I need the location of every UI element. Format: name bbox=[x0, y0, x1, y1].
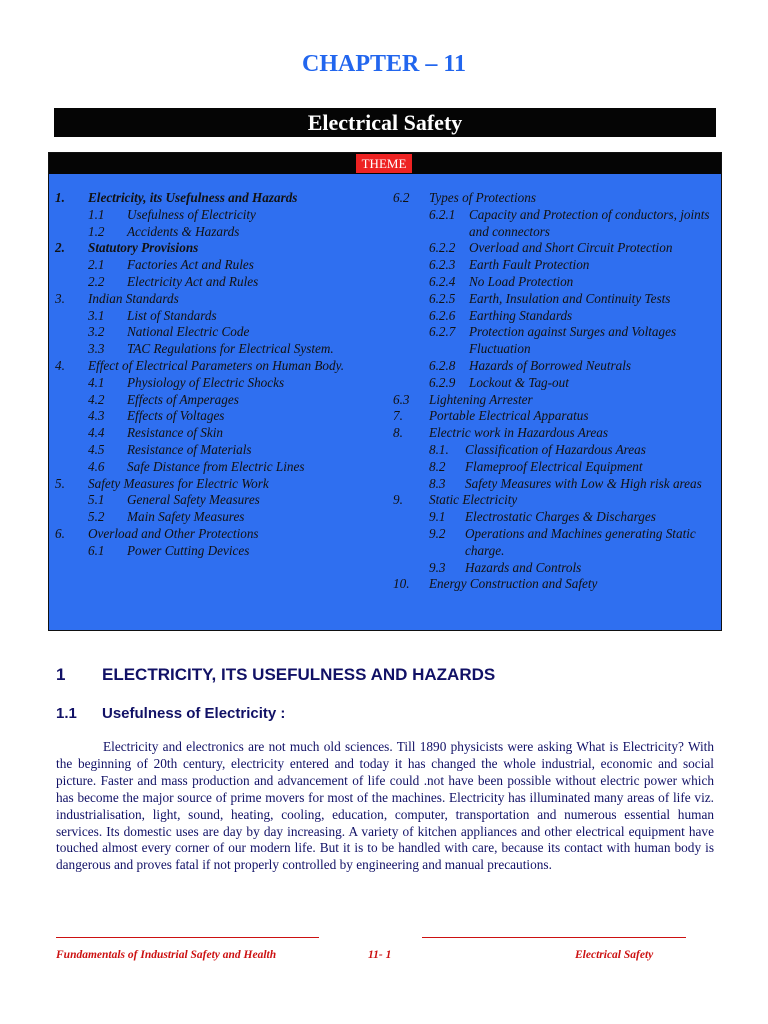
toc-entry bbox=[55, 324, 385, 341]
toc-entry-number: 7. bbox=[393, 408, 403, 424]
toc-entry bbox=[393, 375, 719, 392]
toc-entry-text: Power Cutting Devices bbox=[127, 542, 250, 558]
toc-entry bbox=[55, 341, 385, 358]
toc-entry-text: Lockout & Tag-out bbox=[469, 374, 569, 390]
toc-entry-text: Hazards and Controls bbox=[465, 559, 582, 575]
toc-entry-number: 5.2 bbox=[88, 509, 105, 525]
toc-entry-number: 6.2.5 bbox=[429, 290, 456, 306]
toc-entry-text: Electricity Act and Rules bbox=[127, 273, 259, 289]
toc-entry-text: Capacity and Protection of conductors, joints and connectors bbox=[469, 206, 710, 239]
toc-entry-text: Effects of Amperages bbox=[127, 391, 239, 407]
toc-entry bbox=[393, 324, 719, 358]
toc-entry bbox=[55, 375, 385, 392]
footer-chapter-name: Electrical Safety bbox=[575, 949, 654, 961]
toc-entry-text: Safety Measures for Electric Work bbox=[88, 475, 269, 491]
toc-entry-text: Factories Act and Rules bbox=[127, 257, 254, 273]
toc-entry-text: Usefulness of Electricity bbox=[127, 206, 256, 222]
toc-entry-number: 1.1 bbox=[88, 206, 105, 222]
toc-entry-number: 6.2.7 bbox=[429, 324, 456, 340]
footer-rule-right bbox=[422, 937, 686, 938]
toc-entry-number: 2.1 bbox=[88, 257, 105, 273]
toc-entry-number: 6.2.3 bbox=[429, 257, 456, 273]
toc-entry-number: 4.5 bbox=[88, 441, 105, 457]
toc-entry-number: 5. bbox=[55, 475, 65, 491]
toc-entry-text: Earthing Standards bbox=[469, 307, 573, 323]
toc-entry-text: Main Safety Measures bbox=[127, 509, 245, 525]
toc-entry bbox=[393, 459, 719, 476]
body-paragraph: Electricity and electronics are not much old sciences. Till 1890 physicists were asking What is Electricity? With the beginning of 20th century, electricity entered and today it has changed the whole industrial, economic and social picture. Faster and mass production and advancement of life could .not have been possible without electric power which has become the major source of prime movers for most of the machines. Electricity has illuminated many areas of life viz. industrialisation, light, sound, heating, cooling, education, computer, transportation and numerous essential human services. Its domestic uses are day by day increasing. A variety of kitchen appliances and other electrical equipment have touched almost every corner of our modern life. But it is to be handled with care, because its contact with human body is dangerous and proves fatal if not properly controlled by engineering and manual precautions. bbox=[56, 739, 714, 873]
toc-entry-number: 8.3 bbox=[429, 475, 446, 491]
toc-entry-text: Safety Measures with Low & High risk areas bbox=[465, 475, 702, 491]
toc-entry-number: 8.2 bbox=[429, 458, 446, 474]
toc-entry bbox=[55, 509, 385, 526]
toc-entry bbox=[55, 257, 385, 274]
section-title: ELECTRICITY, ITS USEFULNESS AND HAZARDS bbox=[102, 665, 496, 684]
toc-entry-number: 5.1 bbox=[88, 492, 105, 508]
toc-entry-number: 8.1. bbox=[429, 441, 449, 457]
toc-entry-number: 6.2.9 bbox=[429, 374, 456, 390]
toc-entry-number: 6.2.1 bbox=[429, 206, 456, 222]
toc-entry-number: 4. bbox=[55, 357, 65, 373]
toc-entry-text: Lightening Arrester bbox=[429, 391, 533, 407]
toc-entry-text: Hazards of Borrowed Neutrals bbox=[469, 357, 632, 373]
toc-entry bbox=[55, 207, 385, 224]
toc-entry-text: Statutory Provisions bbox=[88, 240, 199, 256]
section-1-heading bbox=[56, 665, 736, 685]
toc-entry-number: 9.3 bbox=[429, 559, 446, 575]
toc-entry bbox=[393, 476, 719, 493]
toc-entry-text: Classification of Hazardous Areas bbox=[465, 441, 646, 457]
toc-entry bbox=[55, 392, 385, 409]
toc-entry-number: 6.2.4 bbox=[429, 273, 456, 289]
toc-entry bbox=[55, 492, 385, 509]
toc-entry-text: Physiology of Electric Shocks bbox=[127, 374, 285, 390]
toc-entry bbox=[55, 358, 385, 375]
toc-entry-number: 9. bbox=[393, 492, 403, 508]
toc-entry-text: Types of Protections bbox=[429, 190, 536, 205]
toc-entry bbox=[393, 274, 719, 291]
toc-entry-text: Overload and Short Circuit Protection bbox=[469, 240, 673, 256]
toc-entry-text: Resistance of Materials bbox=[127, 441, 252, 457]
toc-entry bbox=[55, 408, 385, 425]
toc-entry-text: Safe Distance from Electric Lines bbox=[127, 458, 305, 474]
toc-entry bbox=[55, 442, 385, 459]
toc-entry-number: 9.1 bbox=[429, 509, 446, 525]
toc-entry bbox=[55, 476, 385, 493]
toc-entry bbox=[393, 190, 719, 207]
toc-entry bbox=[393, 308, 719, 325]
toc-entry-text: Effect of Electrical Parameters on Human Body. bbox=[88, 357, 345, 373]
toc-entry bbox=[55, 526, 385, 543]
toc-entry-text: Resistance of Skin bbox=[127, 425, 223, 441]
toc-entry-text: Electricity, its Usefulness and Hazards bbox=[88, 190, 298, 205]
toc-entry-number: 6.2 bbox=[393, 190, 410, 205]
toc-entry-text: Accidents & Hazards bbox=[127, 223, 240, 239]
toc-entry-number: 3.2 bbox=[88, 324, 105, 340]
toc-entry-text: National Electric Code bbox=[127, 324, 250, 340]
subsection-title: Usefulness of Electricity : bbox=[102, 705, 286, 722]
toc-entry-number: 9.2 bbox=[429, 525, 446, 541]
toc-entry-number: 4.2 bbox=[88, 391, 105, 407]
theme-label: THEME bbox=[356, 154, 412, 173]
toc-entry bbox=[393, 442, 719, 459]
toc-entry-text: Static Electricity bbox=[429, 492, 518, 508]
footer-rule-left bbox=[56, 937, 319, 938]
toc-entry-number: 8. bbox=[393, 425, 403, 441]
toc-entry-text: Indian Standards bbox=[88, 290, 179, 306]
toc-entry bbox=[55, 274, 385, 291]
toc-entry-text: Operations and Machines generating Static charge. bbox=[465, 525, 696, 558]
subsection-number: 1.1 bbox=[56, 705, 77, 722]
toc-entry-number: 1.2 bbox=[88, 223, 105, 239]
toc-entry bbox=[393, 509, 719, 526]
toc-entry-text: General Safety Measures bbox=[127, 492, 260, 508]
toc-entry bbox=[55, 240, 385, 257]
toc-entry bbox=[55, 308, 385, 325]
toc-entry-text: List of Standards bbox=[127, 307, 217, 323]
toc-entry-number: 4.3 bbox=[88, 408, 105, 424]
toc-entry-text: TAC Regulations for Electrical System. bbox=[127, 341, 334, 357]
toc-entry bbox=[393, 560, 719, 577]
section-number: 1 bbox=[56, 665, 66, 684]
toc-entry bbox=[393, 425, 719, 442]
toc-entry bbox=[393, 207, 719, 241]
toc-entry-number: 6.2.8 bbox=[429, 357, 456, 373]
toc-right-column bbox=[393, 190, 719, 593]
toc-entry-number: 1. bbox=[55, 190, 65, 205]
toc-entry-text: Earth Fault Protection bbox=[469, 257, 590, 273]
toc-entry bbox=[55, 224, 385, 241]
toc-entry-number: 6.2.6 bbox=[429, 307, 456, 323]
toc-entry-number: 3. bbox=[55, 290, 65, 306]
toc-entry bbox=[55, 459, 385, 476]
toc-entry-text: No Load Protection bbox=[469, 273, 574, 289]
chapter-heading: CHAPTER – 11 bbox=[301, 51, 466, 77]
toc-entry-number: 2. bbox=[55, 240, 65, 256]
toc-entry-number: 6.3 bbox=[393, 391, 410, 407]
theme-contents-box bbox=[48, 152, 722, 631]
toc-entry bbox=[393, 240, 719, 257]
toc-entry bbox=[393, 576, 719, 593]
toc-entry bbox=[55, 291, 385, 308]
toc-entry-number: 2.2 bbox=[88, 273, 105, 289]
section-1-1-heading bbox=[56, 705, 736, 722]
toc-entry bbox=[55, 543, 385, 560]
footer-book-title: Fundamentals of Industrial Safety and Health bbox=[56, 949, 277, 961]
toc-entry-text: Effects of Voltages bbox=[127, 408, 225, 424]
toc-entry-text: Earth, Insulation and Continuity Tests bbox=[469, 290, 671, 306]
toc-entry bbox=[393, 492, 719, 509]
toc-entry-number: 6. bbox=[55, 525, 65, 541]
toc-entry-number: 4.6 bbox=[88, 458, 105, 474]
toc-entry-number: 10. bbox=[393, 576, 410, 592]
toc-entry-text: Portable Electrical Apparatus bbox=[429, 408, 589, 424]
toc-entry-number: 3.3 bbox=[88, 341, 105, 357]
toc-entry bbox=[55, 190, 385, 207]
theme-header-bar bbox=[49, 153, 721, 174]
toc-entry-number: 6.1 bbox=[88, 542, 105, 558]
toc-entry-number: 6.2.2 bbox=[429, 240, 456, 256]
toc-entry bbox=[55, 425, 385, 442]
toc-entry-text: Overload and Other Protections bbox=[88, 525, 259, 541]
toc-entry-number: 4.4 bbox=[88, 425, 105, 441]
toc-entry bbox=[393, 291, 719, 308]
toc-left-column bbox=[55, 190, 385, 560]
toc-entry bbox=[393, 408, 719, 425]
toc-entry-number: 3.1 bbox=[88, 307, 105, 323]
toc-entry bbox=[393, 257, 719, 274]
toc-entry-text: Protection against Surges and Voltages Fluctuation bbox=[469, 324, 677, 357]
toc-entry bbox=[393, 392, 719, 409]
toc-entry-text: Flameproof Electrical Equipment bbox=[465, 458, 643, 474]
toc-entry bbox=[393, 526, 719, 560]
toc-entry-text: Electric work in Hazardous Areas bbox=[429, 425, 608, 441]
toc-entry bbox=[393, 358, 719, 375]
footer-page-number: 11- 1 bbox=[368, 949, 392, 961]
chapter-title-bar: Electrical Safety bbox=[54, 108, 716, 137]
toc-entry-text: Energy Construction and Safety bbox=[429, 576, 598, 592]
toc-entry-number: 4.1 bbox=[88, 374, 105, 390]
toc-entry-text: Electrostatic Charges & Discharges bbox=[465, 509, 656, 525]
